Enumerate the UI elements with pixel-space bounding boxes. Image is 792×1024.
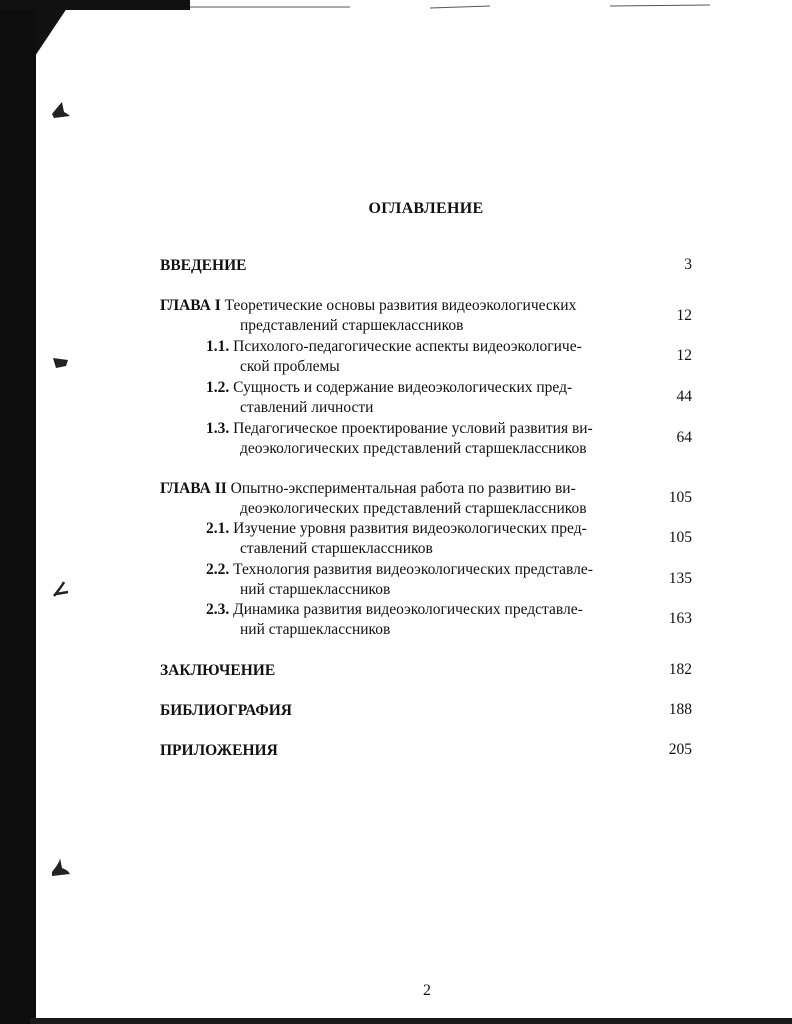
toc-entry-label: БИБЛИОГРАФИЯ [160,702,292,719]
toc-page-number: 44 [676,388,692,405]
toc-page-number: 105 [668,529,692,546]
section-title-line: Динамика развития видеоэкологических представле- [233,601,583,618]
chapter-title-line: Теоретические основы развития видеоэкологических [224,297,577,314]
section-title-line: ний старшеклассников [240,581,391,598]
chapter-title-line: представлений старшеклассников [240,317,464,334]
binder-hole-mark [48,856,72,880]
toc-page-number: 12 [676,307,692,324]
section-title-line: ставлений старшеклассников [240,540,433,557]
section-number: 1.2. [206,379,230,396]
toc-page-number: 205 [668,741,692,758]
toc-title: ОГЛАВЛЕНИЕ [368,200,484,217]
section-number: 1.1. [206,338,230,355]
section-number: 1.3. [206,420,230,437]
toc-page-number: 64 [676,429,692,446]
section-number: 2.3. [206,601,230,618]
toc-entry-section[interactable] [206,337,582,357]
section-title-line: ставлений личности [240,399,374,416]
section-title-line: Педагогическое проектирование условий развития ви- [233,420,593,437]
chapter-title-line: деоэкологических представлений старшеклассников [240,500,587,517]
toc-page-number: 3 [684,256,692,273]
toc-entry-section[interactable] [206,560,593,580]
section-title-line: ний старшеклассников [240,621,391,638]
section-title-line: ской проблемы [240,358,340,375]
chapter-label: ГЛАВА II [160,480,227,497]
toc-entry-section[interactable] [206,378,572,398]
binder-hole-mark [50,580,72,602]
section-title-line: Изучение уровня развития видеоэкологических пред- [233,520,587,537]
scan-edge-bottom [30,1018,792,1024]
toc-entry-appendices[interactable] [160,741,278,761]
toc-page-number: 182 [668,661,692,678]
chapter-title-line: Опытно-экспериментальная работа по развитию ви- [230,480,576,497]
toc-page-number: 188 [668,701,692,718]
toc-page-number: 12 [676,347,692,364]
chapter-label: ГЛАВА I [160,297,221,314]
toc-entry-bibliography[interactable] [160,701,292,721]
scan-top-streak [190,3,750,11]
toc-entry-section[interactable] [206,419,593,439]
toc-entry-chapter-1[interactable] [160,296,576,316]
toc-entry-chapter-2[interactable] [160,479,576,499]
toc-entry-label: ПРИЛОЖЕНИЯ [160,742,278,759]
toc-entry-section[interactable] [206,600,583,620]
toc-page-number: 105 [668,489,692,506]
binder-hole-mark [50,350,72,372]
section-title-line: деоэкологических представлений старшеклассников [240,440,587,457]
scan-edge-left [0,0,36,1024]
scan-edge-top [0,0,190,10]
toc-entry-section[interactable] [206,519,587,539]
toc-entry-conclusion[interactable] [160,661,275,681]
section-title-line: Технология развития видеоэкологических представле- [233,561,593,578]
section-title-line: Сущность и содержание видеоэкологических пред- [233,379,573,396]
toc-page-number: 163 [668,610,692,627]
page-number: 2 [423,982,431,999]
scan-corner [36,0,76,60]
toc-page-number: 135 [668,570,692,587]
toc-entry-label: ЗАКЛЮЧЕНИЕ [160,662,276,679]
section-title-line: Психолого-педагогические аспекты видеоэкологиче- [233,338,582,355]
toc-entry-label: ВВЕДЕНИЕ [160,257,247,274]
binder-hole-mark [50,100,72,122]
section-number: 2.1. [206,520,230,537]
toc-entry-intro[interactable] [160,256,246,276]
section-number: 2.2. [206,561,230,578]
